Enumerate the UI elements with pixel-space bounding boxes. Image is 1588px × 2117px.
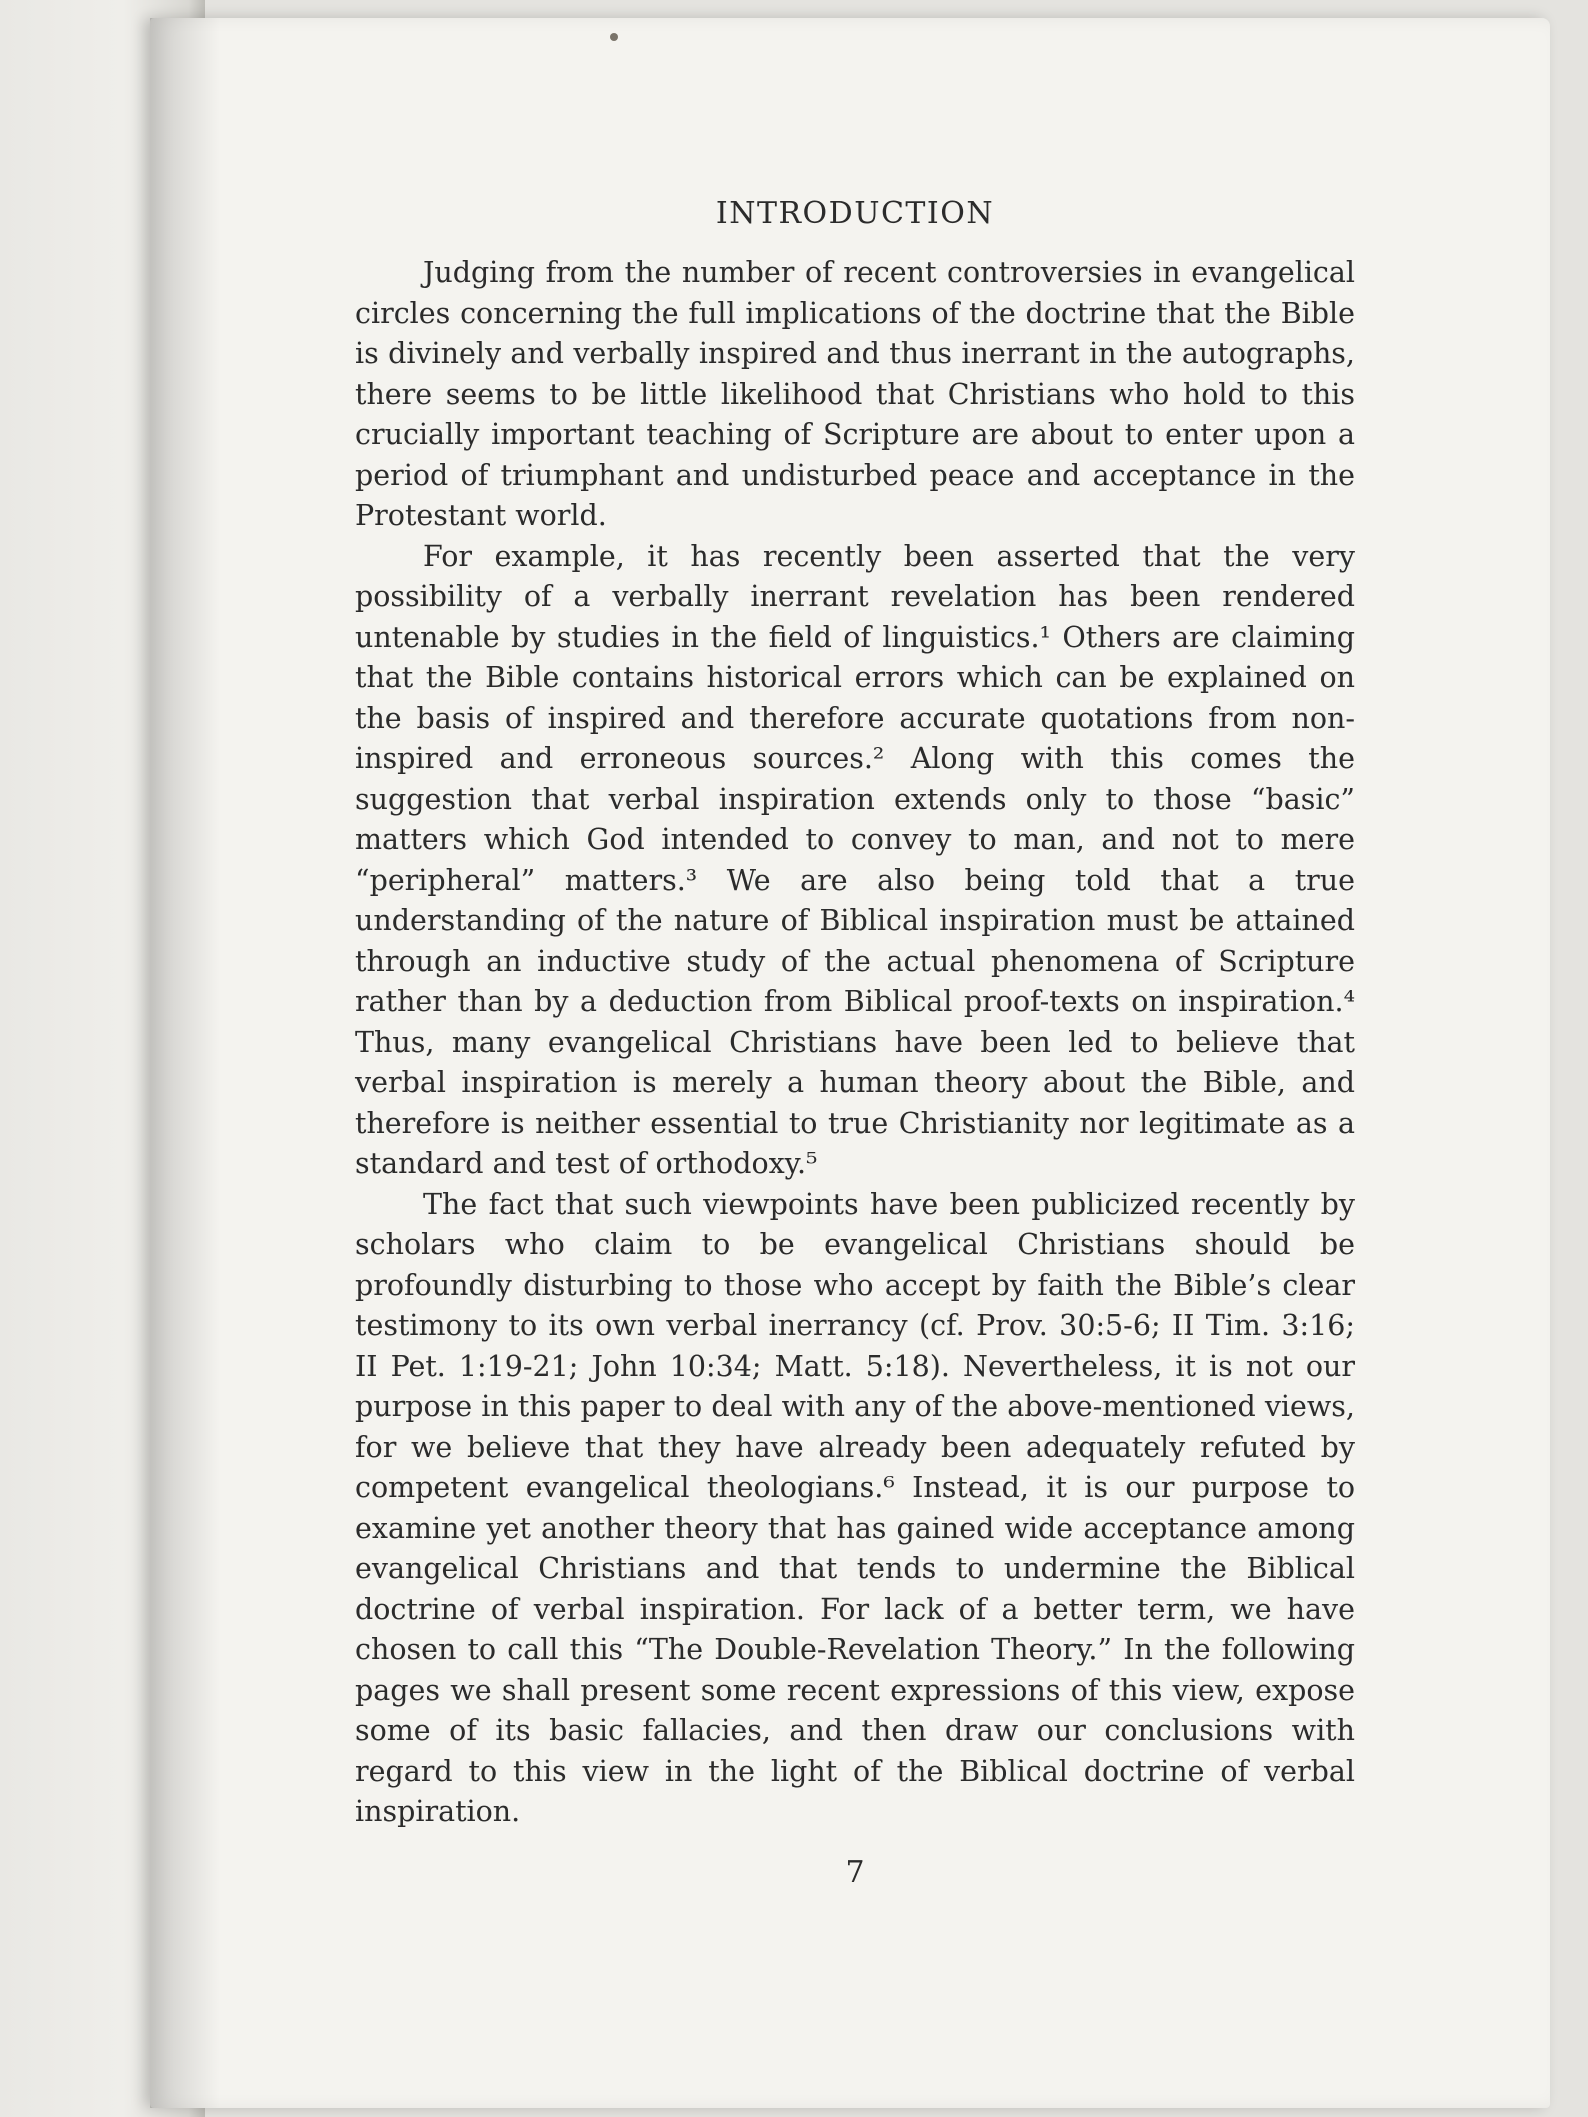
page-number: 7	[845, 1855, 865, 1890]
section-heading: INTRODUCTION	[715, 196, 995, 231]
page-speck	[610, 33, 618, 41]
page-gutter-shadow	[150, 18, 220, 2108]
paragraph-2: For example, it has recently been asserted that the very possibility of a verbally inerrant revelation has been rendered untenable by studies in the field of linguistics.¹ Others are claiming that the Bible contains historical errors which can be explained on the basis of inspired and therefore accurate quotations from non-inspired and erroneous sources.² Along with this comes the suggestion that verbal inspiration extends only to those “basic” matters which God intended to convey to man, and not to mere “peripheral” matters.³ We are also being told that a true understanding of the nature of Biblical inspiration must be attained through an inductive study of the actual phenomena of Scripture rather than by a deduction from Biblical proof-texts on inspiration.⁴ Thus, many evangelical Christians have been led to believe that verbal inspiration is merely a human theory about the Bible, and therefore is neither essential to true Christianity nor legitimate as a standard and test of orthodoxy.⁵	[355, 539, 1355, 1180]
paragraph-1: Judging from the number of recent controversies in evangelical circles concerning the full implications of the doctrine that the Bible is divinely and verbally inspired and thus inerrant in the autographs, there seems to be little likelihood that Christians who hold to this crucially important teaching of Scripture are about to enter upon a period of triumphant and undisturbed peace and acceptance in the Protestant world.	[355, 256, 1355, 532]
paragraph-3: The fact that such viewpoints have been publicized recently by scholars who claim to be evangelical Christians should be profoundly disturbing to those who accept by faith the Bible’s clear testimony to its own verbal inerrancy (cf. Prov. 30:5-6; II Tim. 3:16; II Pet. 1:19-21; John 10:34; Matt. 5:18). Nevertheless, it is not our purpose in this paper to deal with any of the above-mentioned views, for we believe that they have already been adequately refuted by competent evangelical theologians.⁶ Instead, it is our purpose to examine yet another theory that has gained wide acceptance among evangelical Christians and that tends to undermine the Biblical doctrine of verbal inspiration. For lack of a better term, we have chosen to call this “The Double-Revelation Theory.” In the following pages we shall present some recent expressions of this view, expose some of its basic fallacies, and then draw our conclusions with regard to this view in the light of the Biblical doctrine of verbal inspiration.	[355, 1187, 1355, 1828]
page-text-block	[355, 196, 1355, 1833]
